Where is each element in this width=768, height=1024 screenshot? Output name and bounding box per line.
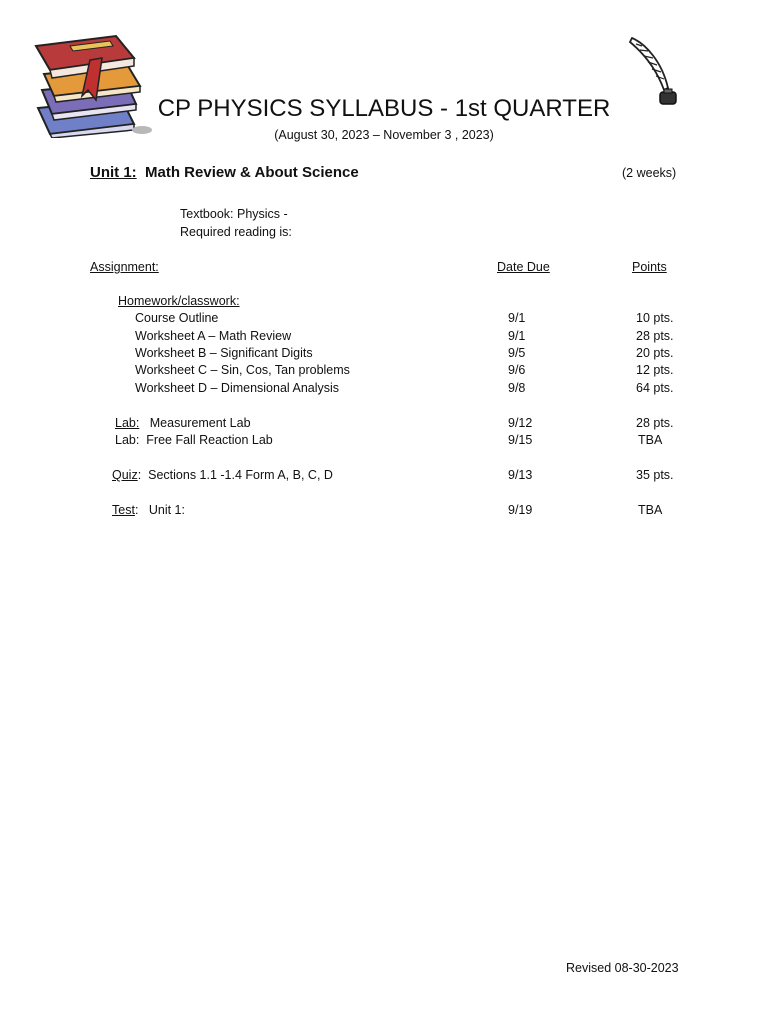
test-name: Unit 1: [148, 503, 185, 517]
homework-item-date: 9/8 [508, 381, 526, 395]
homework-item-date: 9/1 [508, 311, 526, 325]
homework-item-name: Worksheet B – Significant Digits [135, 346, 313, 360]
test-prefix: Test [112, 503, 135, 517]
homework-item-points: 10 pts. [636, 311, 674, 325]
date-range: (August 30, 2023 – November 3 , 2023) [274, 128, 494, 142]
lab-date: 9/12 [508, 416, 533, 430]
assignment-header: Assignment: [90, 260, 159, 274]
lab-name: Free Fall Reaction Lab [146, 433, 273, 447]
reading-line: Required reading is: [180, 225, 292, 239]
homework-item-points: 64 pts. [636, 381, 674, 395]
lab-row [115, 416, 251, 430]
lab-points: TBA [638, 433, 663, 447]
unit-duration: (2 weeks) [622, 166, 677, 180]
homework-item-name: Worksheet A – Math Review [135, 329, 292, 343]
lab-prefix: Lab: [115, 433, 140, 447]
unit-heading [90, 164, 359, 181]
lab-date: 9/15 [508, 433, 533, 447]
homework-label: Homework/classwork: [118, 294, 240, 308]
page-title: CP PHYSICS SYLLABUS - 1st QUARTER [157, 95, 611, 122]
lab-prefix: Lab: [115, 416, 140, 430]
lab-name: Measurement Lab [149, 416, 251, 430]
quiz-prefix: Quiz [112, 468, 138, 482]
unit-label: Unit 1: [90, 164, 137, 181]
lab-points: 28 pts. [636, 416, 674, 430]
homework-item-points: 20 pts. [636, 346, 674, 360]
quiz-name: Sections 1.1 -1.4 Form A, B, C, D [148, 468, 333, 482]
test-row: Test: Unit 1: [112, 503, 185, 517]
homework-item-points: 12 pts. [636, 363, 674, 377]
homework-item-date: 9/6 [508, 363, 526, 377]
date-due-header: Date Due [497, 260, 550, 274]
homework-item-name: Worksheet D – Dimensional Analysis [135, 381, 340, 395]
points-header: Points [632, 260, 667, 274]
quiz-date: 9/13 [508, 468, 533, 482]
homework-item-name: Worksheet C – Sin, Cos, Tan problems [135, 363, 350, 377]
unit-name: Math Review & About Science [145, 164, 359, 181]
homework-item-date: 9/1 [508, 329, 526, 343]
lab-row [115, 433, 273, 447]
textbook-line: Textbook: Physics - [180, 207, 288, 221]
quiz-row: Quiz: Sections 1.1 -1.4 Form A, B, C, D [112, 468, 333, 482]
homework-item-date: 9/5 [508, 346, 526, 360]
homework-item-name: Course Outline [135, 311, 219, 325]
quiz-points: 35 pts. [636, 468, 674, 482]
test-points: TBA [638, 503, 663, 517]
test-date: 9/19 [508, 503, 533, 517]
revised-date: Revised 08-30-2023 [566, 961, 679, 975]
homework-item-points: 28 pts. [636, 329, 674, 343]
